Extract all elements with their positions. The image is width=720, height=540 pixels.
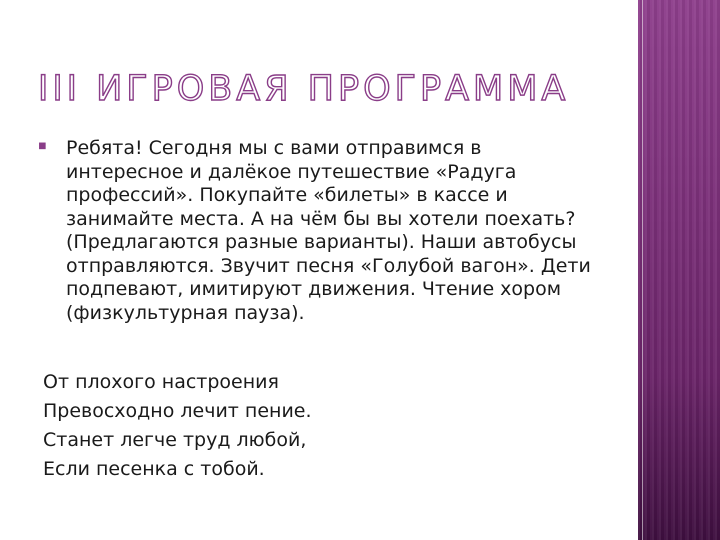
poem-line: Станет легче труд любой, [43, 429, 307, 451]
decorative-side-band [638, 0, 720, 540]
square-bullet-icon: ◾ [38, 138, 47, 152]
slide-title: III ИГРОВАЯ ПРОГРАММА [38, 69, 570, 109]
poem-line: Если песенка с тобой. [43, 458, 265, 480]
poem-line: От плохого настроения [43, 371, 279, 393]
decorative-side-line [642, 0, 643, 540]
poem [43, 368, 312, 484]
poem-line: Превосходно лечит пение. [43, 400, 312, 422]
paragraph-text: Ребята! Сегодня мы с вами отправимся в интересное и далёкое путешествие «Радуга профессий». Покупайте «билеты» в кассе и занимайте места. А на чём бы вы хотели поехать? (Предлагаются разные варианты). Наши автобусы отправляются. Звучит песня «Голубой вагон». Дети подпевают, имитируют движения. Чтение хором (физкультурная пауза). [66, 137, 591, 324]
